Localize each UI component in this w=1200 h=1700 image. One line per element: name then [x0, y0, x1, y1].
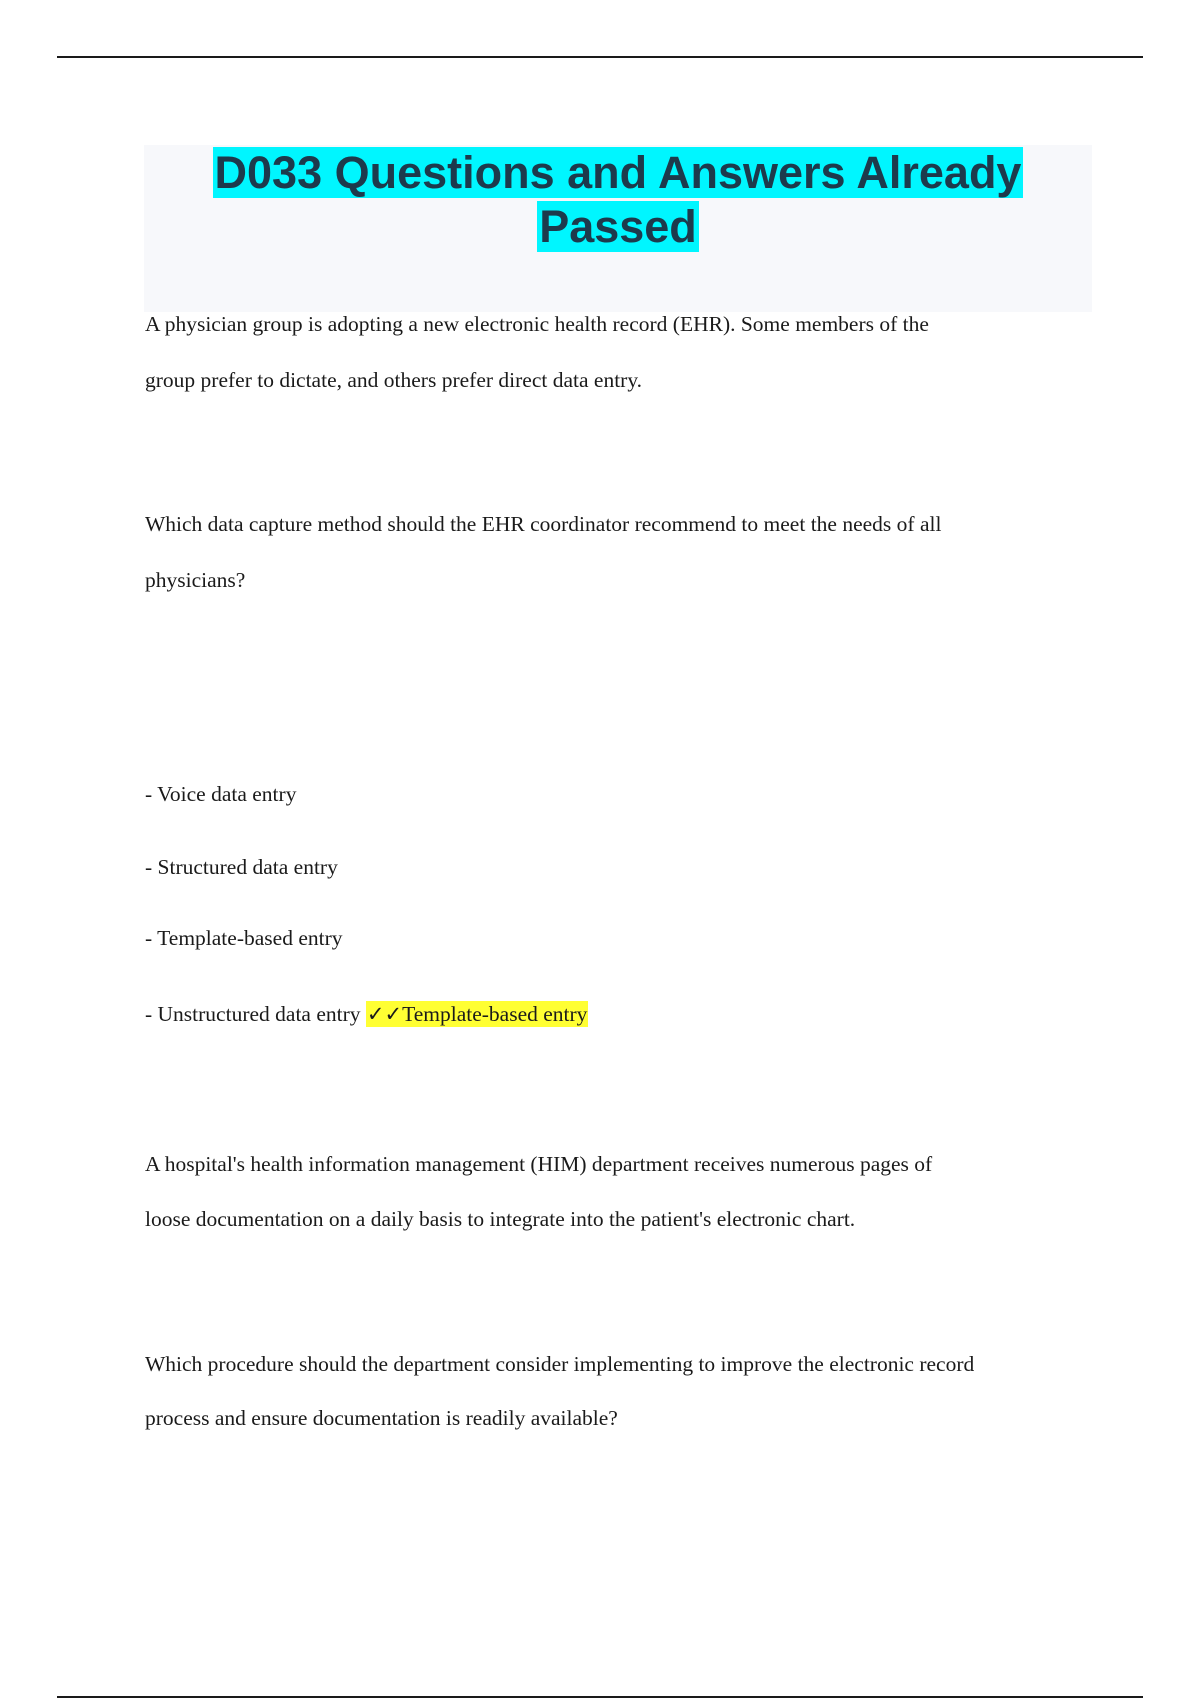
q1-option: - Template-based entry — [145, 926, 343, 950]
q2-prompt-line-1: Which procedure should the department consider implementing to improve the electronic record — [145, 1352, 975, 1376]
q1-option: - Structured data entry — [145, 855, 338, 879]
q1-text-line-1: A physician group is adopting a new electronic health record (EHR). Some members of the — [145, 312, 929, 336]
q1-prompt-line-1: Which data capture method should the EHR coordinator recommend to meet the needs of all — [145, 512, 942, 536]
title-banner — [144, 145, 1092, 312]
q1-answer: Template-based entry — [402, 1002, 588, 1026]
header-rule — [57, 56, 1143, 58]
q2-text-line-2: loose documentation on a daily basis to integrate into the patient's electronic chart. — [145, 1207, 856, 1231]
q1-option-with-answer — [145, 1002, 588, 1027]
q1-option: - Voice data entry — [145, 782, 297, 806]
document-title — [144, 146, 1092, 254]
q1-prompt-line-2: physicians? — [145, 568, 246, 592]
footer-rule — [57, 1696, 1143, 1698]
q1-text-line-2: group prefer to dictate, and others prefer direct data entry. — [145, 368, 643, 392]
q2-prompt-line-2: process and ensure documentation is readily available? — [145, 1406, 618, 1430]
checkmark-icon: ✓✓ — [366, 1002, 403, 1026]
q2-text-line-1: A hospital's health information management (HIM) department receives numerous pages of — [145, 1152, 933, 1176]
q1-option: - Unstructured data entry — [145, 1002, 361, 1026]
q1-answer-highlight — [366, 1001, 589, 1027]
title-line-1: D033 Questions and Answers Already — [214, 147, 1022, 198]
title-line-2: Passed — [539, 201, 697, 252]
